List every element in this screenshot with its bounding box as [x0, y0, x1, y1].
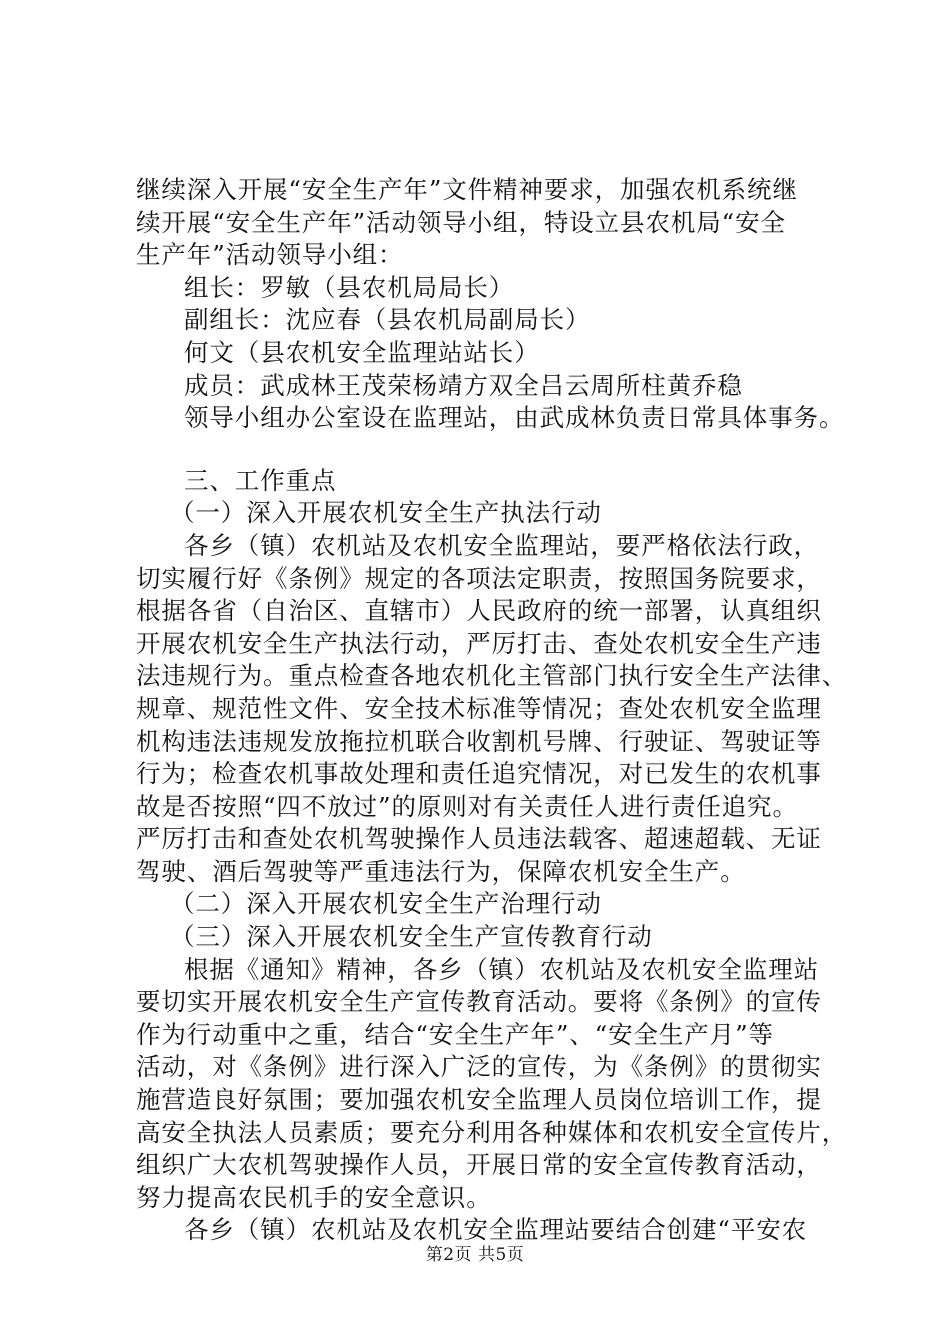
paragraph-gap [136, 435, 836, 465]
page-footer: 第2页 共5页 [425, 1245, 525, 1265]
deputy-leader-line: 何文（县农机安全监理站站长） [184, 337, 540, 367]
paragraph-line: 作为行动重中之重，结合“安全生产年”、“安全生产月”等 [136, 1019, 774, 1049]
paragraph-line: 开展农机安全生产执法行动，严厉打击、查处农机安全生产违 [136, 628, 822, 658]
members-line: 成员：武成林王茂荣杨靖方双全吕云周所柱黄乔稳 [184, 370, 743, 400]
paragraph-line: 机构违法违规发放拖拉机联合收割机号牌、行驶证、驾驶证等 [136, 726, 822, 756]
paragraph-line: 故是否按照“四不放过”的原则对有关责任人进行责任追究。 [136, 791, 798, 821]
section-heading: 三、工作重点 [184, 465, 337, 495]
paragraph-line: 驾驶、酒后驾驶等严重违法行为，保障农机安全生产。 [136, 856, 746, 886]
document-body [136, 174, 848, 1247]
paragraph-line: 努力提高农民机手的安全意识。 [136, 1182, 492, 1212]
paragraph-line: 各乡（镇）农机站及农机安全监理站要结合创建“平安农 [184, 1215, 808, 1245]
paragraph-line: 行为；检查农机事故处理和责任追究情况，对已发生的农机事 [136, 759, 822, 789]
deputy-leader-line: 副组长：沈应春（县农机局副局长） [184, 305, 591, 335]
office-line: 领导小组办公室设在监理站，由武成林负责日常具体事务。 [184, 403, 845, 433]
paragraph-line: 严厉打击和查处农机驾驶操作人员违法载客、超速超载、无证 [136, 824, 822, 854]
body-line: 继续深入开展“安全生产年”文件精神要求，加强农机系统继 [136, 175, 798, 204]
paragraph-line: 施营造良好氛围；要加强农机安全监理人员岗位培训工作，提 [136, 1085, 822, 1115]
paragraph-line: 活动，对《条例》进行深入广泛的宣传，为《条例》的贯彻实 [136, 1052, 822, 1082]
sub-heading: （三）深入开展农机安全生产宣传教育行动 [170, 922, 653, 952]
sub-heading: （一）深入开展农机安全生产执法行动 [170, 498, 602, 528]
leader-line: 组长：罗敏（县农机局局长） [184, 272, 515, 302]
paragraph-line: 要切实开展农机安全生产宣传教育活动。要将《条例》的宣传 [136, 987, 822, 1017]
paragraph-line: 根据各省（自治区、直辖市）人民政府的统一部署，认真组织 [136, 596, 822, 626]
paragraph-line: 规章、规范性文件、安全技术标准等情况；查处农机安全监理 [136, 693, 822, 723]
paragraph-line: 法违规行为。重点检查各地农机化主管部门执行安全生产法律、 [136, 661, 848, 691]
body-line: 续开展“安全生产年”活动领导小组，特设立县农机局“安全 [136, 207, 786, 237]
paragraph-line: 各乡（镇）农机站及农机安全监理站，要严格依法行政， [184, 530, 819, 560]
paragraph-line: 高安全执法人员素质；要充分利用各种媒体和农机安全宣传片， [136, 1117, 848, 1147]
paragraph-line: 组织广大农机驾驶操作人员，开展日常的安全宣传教育活动， [136, 1150, 822, 1180]
paragraph-line: 根据《通知》精神，各乡（镇）农机站及农机安全监理站 [184, 954, 819, 984]
paragraph-line: 切实履行好《条例》规定的各项法定职责，按照国务院要求， [136, 563, 822, 593]
body-line: 生产年”活动领导小组： [136, 240, 404, 270]
sub-heading: （二）深入开展农机安全生产治理行动 [170, 889, 602, 919]
